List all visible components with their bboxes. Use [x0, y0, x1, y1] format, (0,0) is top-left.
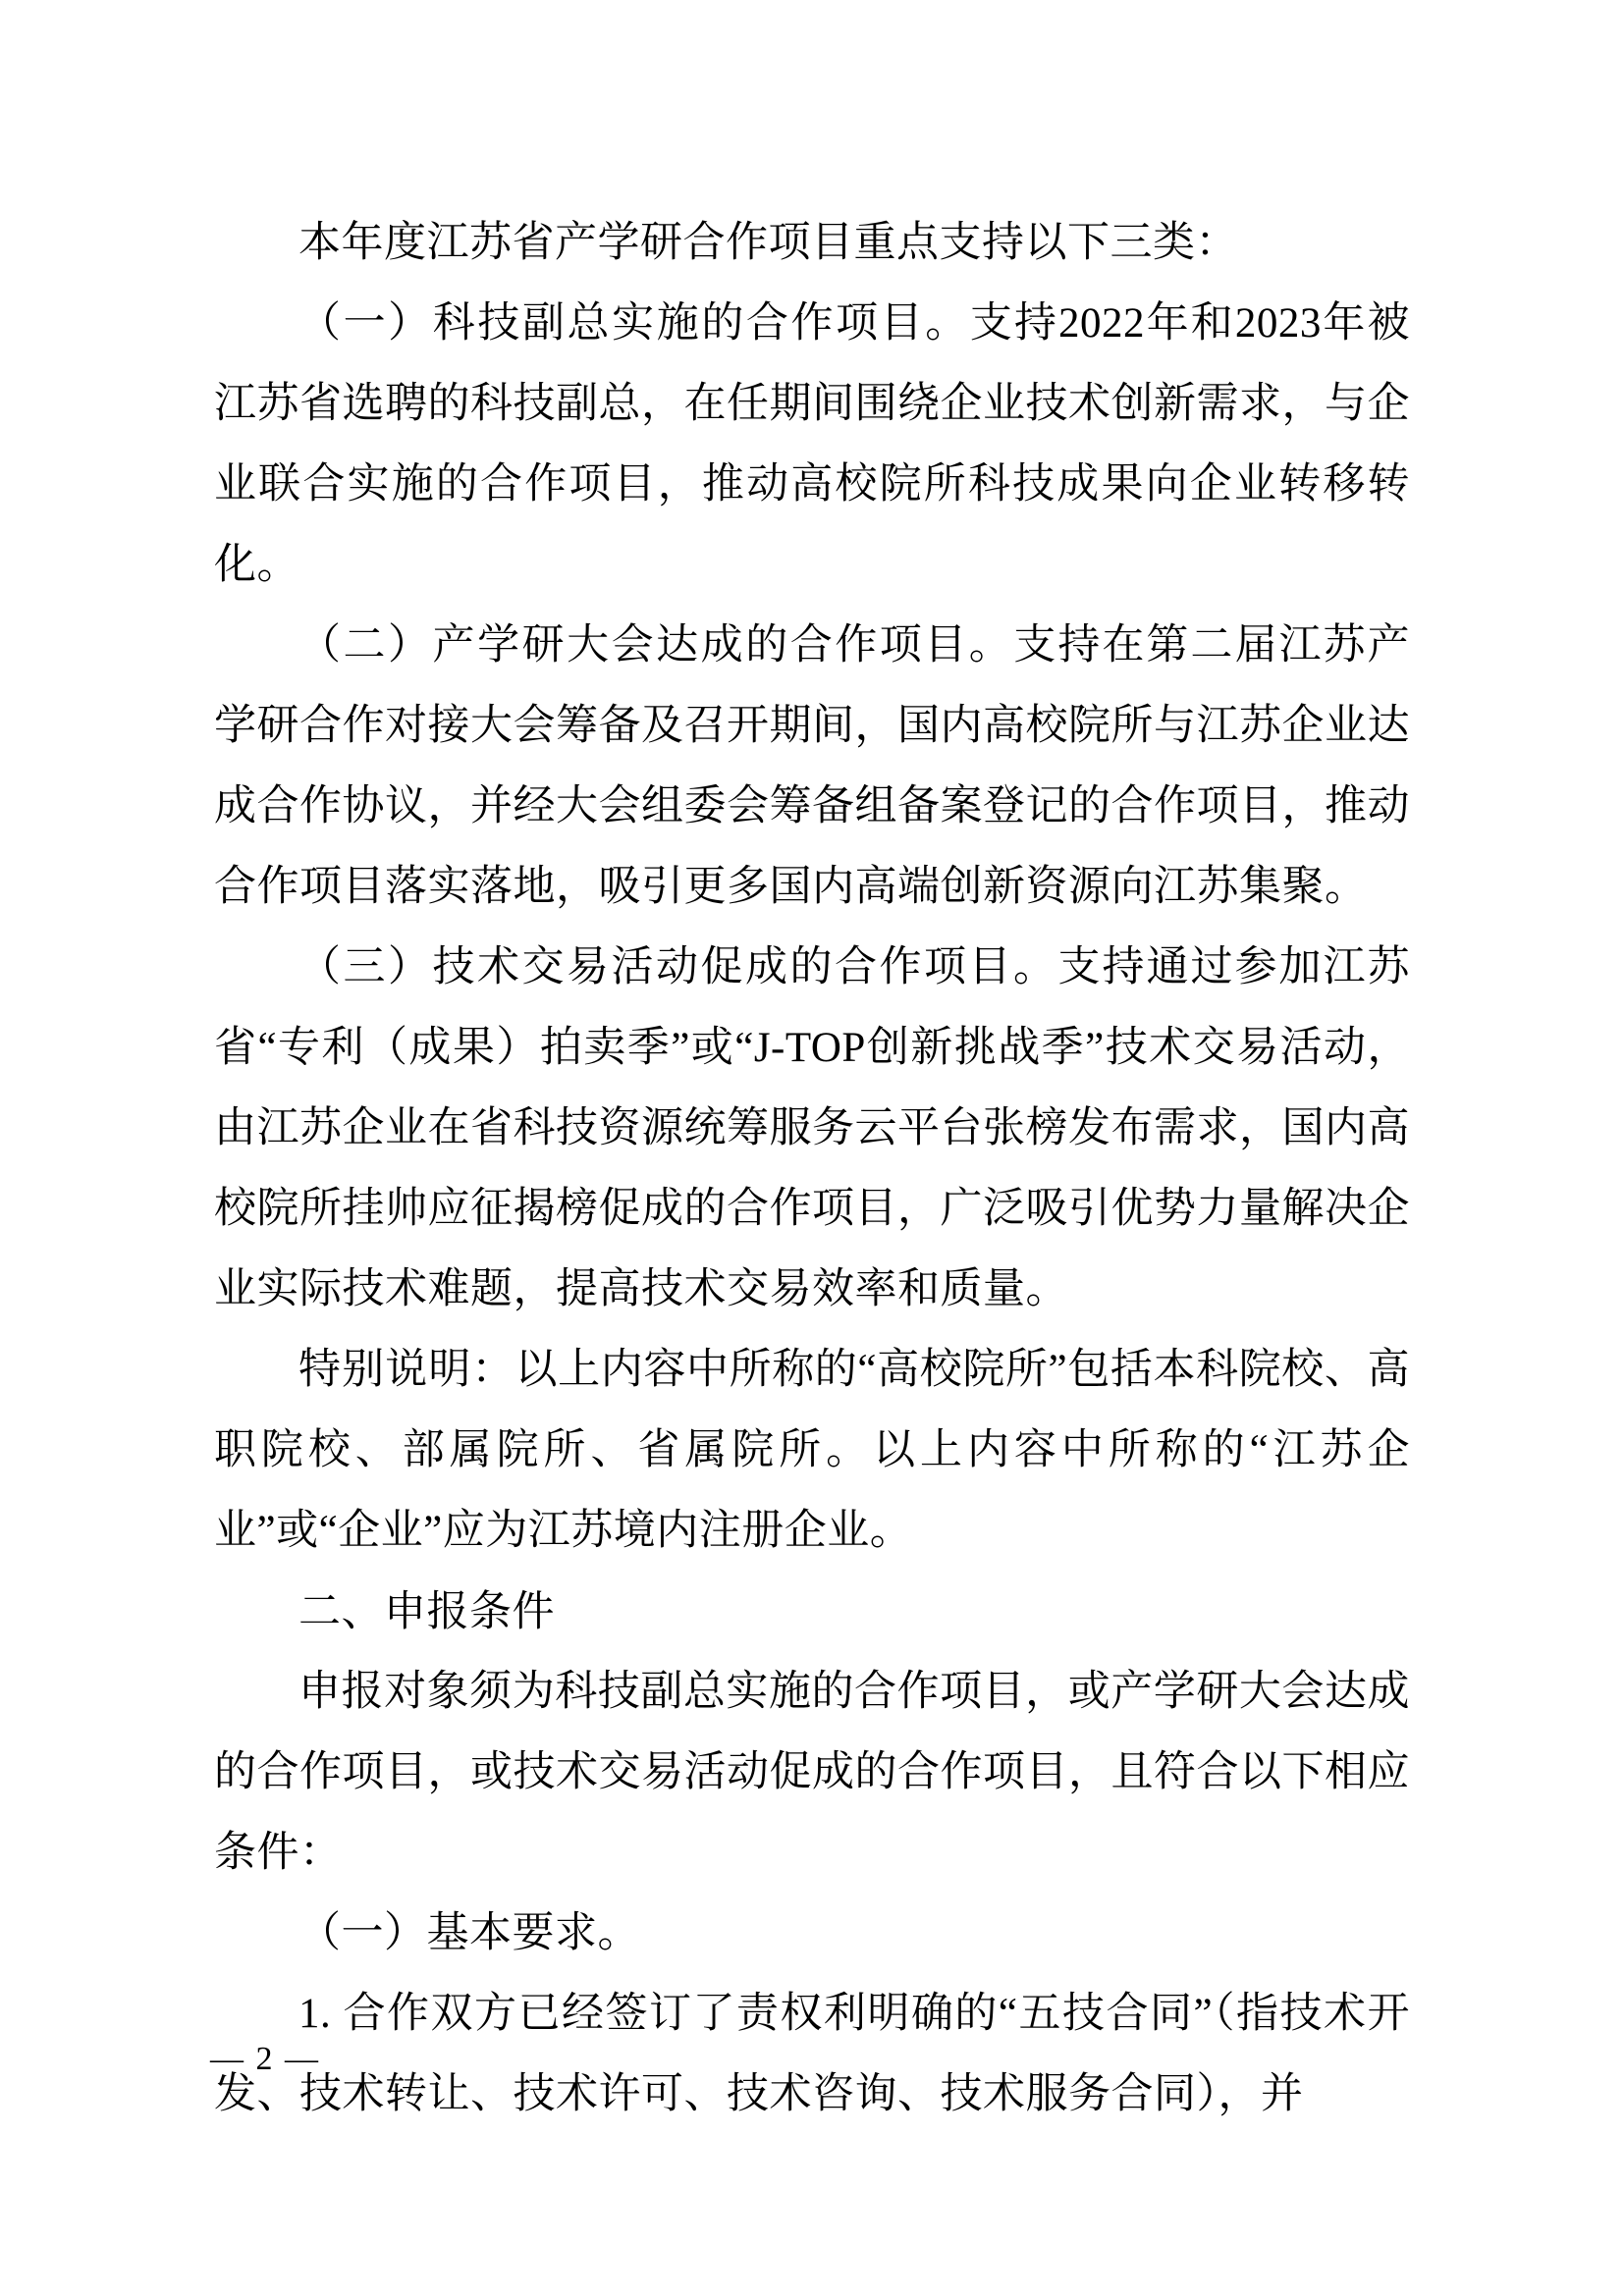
special-note-lead-text: 特别说明： [298, 1347, 515, 1393]
paragraph-item1 [214, 284, 1410, 606]
paragraph-item3 [214, 928, 1410, 1330]
item2-body-text: 支持在第二届江苏产学研合作对接大会筹备及召开期间，国内高校院所与江苏企业达成合作协议，并经大会组委会筹备组备案登记的合作项目，推动合作项目落实落地，吸引更多国内高端创新资源向江苏集聚。 [214, 622, 1411, 910]
paragraph-special-note [214, 1330, 1410, 1572]
item3-body-text: 支持通过参加江苏省“专利（成果）拍卖季”或“J-TOP创新挑战季”技术交易活动，由江苏企业在省科技资源统筹服务云平台张榜发布需求，国内高校院所挂帅应征揭榜促成的合作项目，广泛吸引优势力量解决企业实际技术难题，提高技术交易效率和质量。 [214, 944, 1410, 1312]
paragraph-requirement-1: 1. 合作双方已经签订了责权利明确的“五技合同”（指技术开发、技术转让、技术许可、技术咨询、技术服务合同），并 [214, 1991, 1410, 2117]
subheading-basic-requirements: （一）基本要求。 [298, 1910, 640, 1956]
paragraph-conditions-intro: 申报对象须为科技副总实施的合作项目，或产学研大会达成的合作项目，或技术交易活动促成的合作项目，且符合以下相应条件： [214, 1669, 1410, 1876]
document-body [214, 203, 1410, 2135]
item1-body-text: 支持2022年和2023年被江苏省选聘的科技副总，在任期间围绕企业技术创新需求，与企业联合实施的合作项目，推动高校院所科技成果向企业转移转化。 [214, 300, 1411, 588]
special-note-body-text: 以上内容中所称的“高校院所”包括本科院校、高职院校、部属院所、省属院所。以上内容中所称的“江苏企业”或“企业”应为江苏境内注册企业。 [214, 1347, 1411, 1554]
item2-lead-text: （二）产学研大会达成的合作项目。 [298, 622, 1014, 668]
item1-lead-text: （一）科技副总实施的合作项目。 [298, 300, 970, 347]
page-number: — 2 — [210, 2041, 320, 2077]
section-heading-conditions: 二、申报条件 [298, 1588, 555, 1635]
paragraph-intro: 本年度江苏省产学研合作项目重点支持以下三类： [298, 220, 1238, 266]
item3-lead-text: （三）技术交易活动促成的合作项目。 [298, 944, 1058, 990]
paragraph-item2 [214, 606, 1410, 928]
